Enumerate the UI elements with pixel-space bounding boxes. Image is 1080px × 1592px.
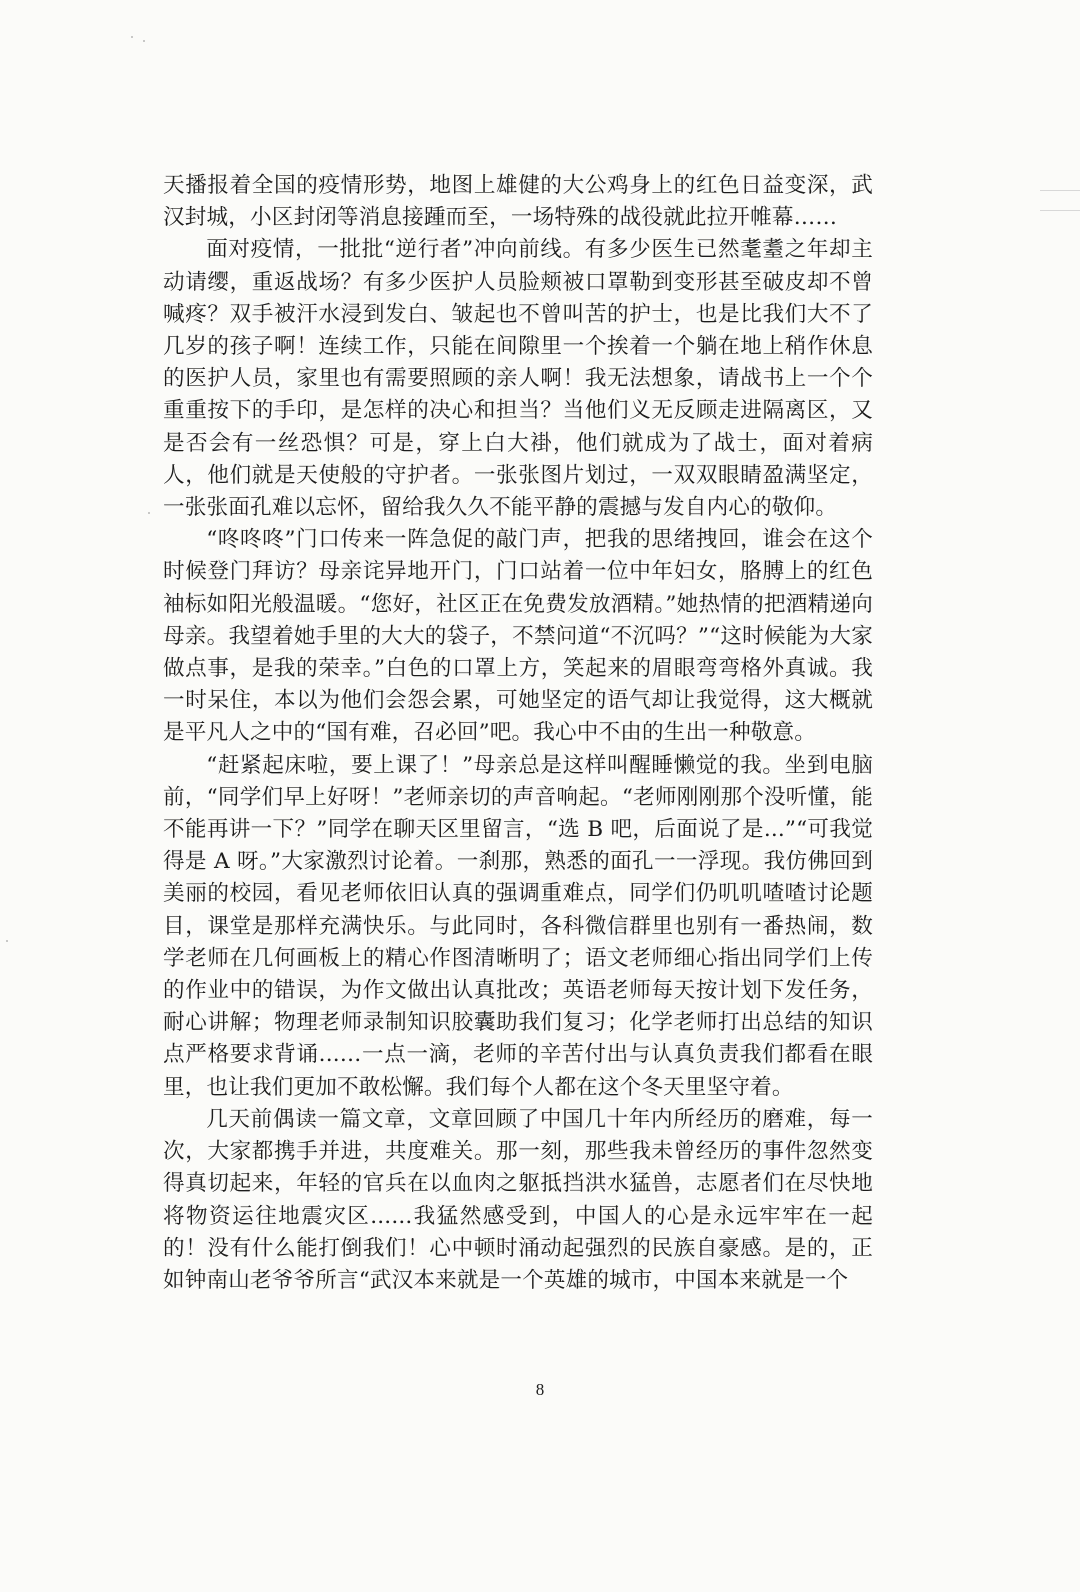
scan-speck (131, 36, 133, 38)
scan-speck (143, 40, 145, 42)
paragraph: “咚咚咚”门口传来一阵急促的敲门声，把我的思绪拽回，谁会在这个时候登门拜访？母亲诧异地开门，门口站着一位中年妇女，胳膊上的红色袖标如阳光般温暖。“您好，社区正在免费发放酒精。”她热情的把酒精递向母亲。我望着她手里的大大的袋子，不禁问道“不沉吗？”“这时候能为大家做点事，是我的荣幸。”白色的口罩上方，笑起来的眉眼弯弯格外真诚。我一时呆住，本以为他们会怨会累，可她坚定的语气却让我觉得，这大概就是平凡人之中的“国有难，召必回”吧。我心中不由的生出一种敬意。 (163, 527, 873, 746)
essay-body (163, 170, 873, 1297)
scan-speck (148, 512, 150, 514)
page-number: 8 (535, 1380, 545, 1399)
paragraph: 几天前偶读一篇文章，文章回顾了中国几十年内所经历的磨难，每一次，大家都携手并进，共度难关。那一刻，那些我未曾经历的事件忽然变得真切起来，年轻的官兵在以血肉之躯抵挡洪水猛兽，志愿者们在尽快地将物资运往地震灾区......我猛然感受到，中国人的心是永远牢牢在一起的！没有什么能打倒我们！心中顿时涌动起强烈的民族自豪感。是的，正如钟南山老爷爷所言“武汉本来就是一个英雄的城市，中国本来就是一个 (163, 1106, 873, 1293)
paragraph: “赶紧起床啦，要上课了！”母亲总是这样叫醒睡懒觉的我。坐到电脑前，“同学们早上好呀！”老师亲切的声音响起。“老师刚刚那个没听懂，能不能再讲一下？”同学在聊天区里留言，“选 B 吧，后面说了是...”“可我觉得是 A 呀。”大家激烈讨论着。一刹那，熟悉的面孔一一浮现。我仿佛回到美丽的校园，看见老师依旧认真的强调重难点，同学们仍叽叽喳喳讨论题目，课堂是那样充满快乐。与此同时，各科微信群里也别有一番热闹，数学老师在几何画板上的精心作图清晰明了；语文老师细心指出同学们上传的作业中的错误，为作文做出认真批改；英语老师每天按计划下发任务，耐心讲解；物理老师录制知识胶囊助我们复习；化学老师打出总结的知识点严格要求背诵...…一点一滴，老师的辛苦付出与认真负责我们都看在眼里，也让我们更加不敢松懈。我们每个人都在这个冬天里坚守着。 (163, 752, 873, 1100)
scan-edge-mark (1040, 210, 1080, 211)
paragraph: 天播报着全国的疫情形势，地图上雄健的大公鸡身上的红色日益变深，武汉封城，小区封闭等消息接踵而至，一场特殊的战役就此拉开帷幕…… (163, 173, 873, 231)
scan-speck (6, 940, 8, 942)
scan-edge-mark (1040, 190, 1080, 191)
paragraph: 面对疫情，一批批“逆行者”冲向前线。有多少医生已然耄耋之年却主动请缨，重返战场？有多少医护人员脸颊被口罩勒到变形甚至破皮却不曾喊疼？双手被汗水浸到发白、皱起也不曾叫苦的护士，也是比我们大不了几岁的孩子啊！连续工作，只能在间隙里一个挨着一个躺在地上稍作休息的医护人员，家里也有需要照顾的亲人啊！我无法想象，请战书上一个个重重按下的手印，是怎样的决心和担当？当他们义无反顾走进隔离区，又是否会有一丝恐惧？可是，穿上白大褂，他们就成为了战士，面对着病人，他们就是天使般的守护者。一张张图片划过，一双双眼睛盈满坚定，一张张面孔难以忘怀，留给我久久不能平静的震撼与发自内心的敬仰。 (163, 237, 873, 521)
